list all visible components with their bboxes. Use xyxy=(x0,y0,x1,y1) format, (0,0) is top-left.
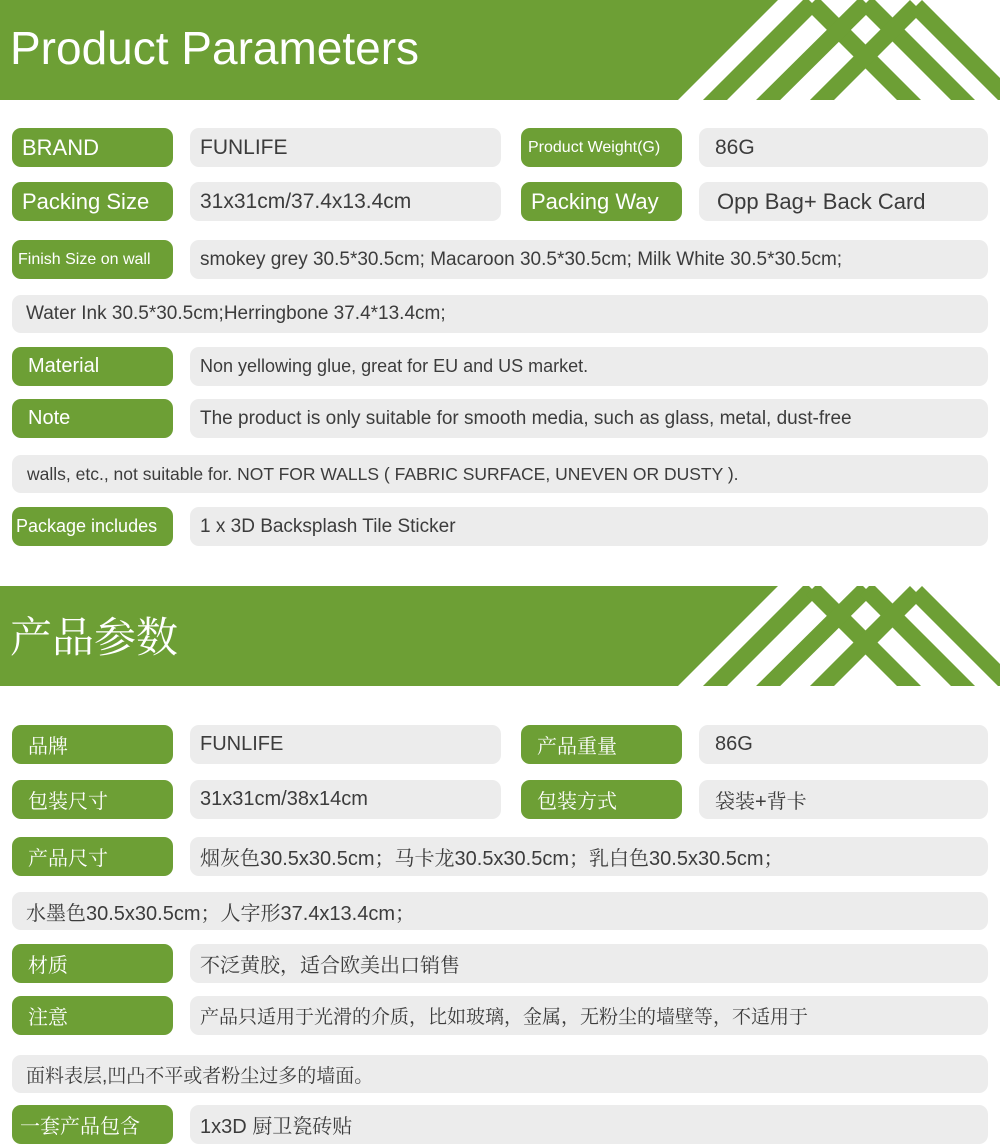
packing-size-label-cn: 包装尺寸 xyxy=(12,780,173,819)
packing-way-label-cn: 包装方式 xyxy=(521,780,682,819)
material-value-cn: 不泛黄胶，适合欧美出口销售 xyxy=(190,944,988,983)
material-value: Non yellowing glue, great for EU and US market. xyxy=(190,347,988,386)
package-includes-value-cn: 1x3D 厨卫瓷砖贴 xyxy=(190,1105,988,1144)
finish-size-value-line-1: smokey grey 30.5*30.5cm; Macaroon 30.5*30.5cm; Milk White 30.5*30.5cm; xyxy=(190,240,988,279)
package-includes-label: Package includes xyxy=(12,507,173,546)
note-label-cn: 注意 xyxy=(12,996,173,1035)
finish-size-value-line-2: Water Ink 30.5*30.5cm;Herringbone 37.4*13.4cm; xyxy=(12,295,988,333)
packing-way-value-cn: 袋装+背卡 xyxy=(699,780,988,819)
note-value-line-2: walls, etc., not suitable for. NOT FOR WALLS ( FABRIC SURFACE, UNEVEN OR DUSTY ). xyxy=(12,455,988,493)
finish-size-value-line-1-cn: 烟灰色30.5x30.5cm；马卡龙30.5x30.5cm；乳白色30.5x30.5cm； xyxy=(190,837,988,876)
note-label: Note xyxy=(12,399,173,438)
package-includes-label-cn: 一套产品包含 xyxy=(12,1105,173,1144)
brand-value: FUNLIFE xyxy=(190,128,501,167)
note-value-line-1-cn: 产品只适用于光滑的介质，比如玻璃，金属，无粉尘的墙壁等，不适用于 xyxy=(190,996,988,1035)
cn-header-banner xyxy=(0,586,1000,686)
finish-size-label-cn: 产品尺寸 xyxy=(12,837,173,876)
weight-value-cn: 86G xyxy=(699,725,988,764)
finish-size-label: Finish Size on wall xyxy=(12,240,173,279)
note-value-line-1: The product is only suitable for smooth media, such as glass, metal, dust-free xyxy=(190,399,988,438)
weight-label: Product Weight(G) xyxy=(521,128,682,167)
note-value-line-2-cn: 面料表层,凹凸不平或者粉尘过多的墙面。 xyxy=(12,1055,988,1093)
packing-size-value: 31x31cm/37.4x13.4cm xyxy=(190,182,501,221)
page-title: Product Parameters xyxy=(10,22,420,74)
packing-size-value-cn: 31x31cm/38x14cm xyxy=(190,780,501,819)
brand-value-cn: FUNLIFE xyxy=(190,725,501,764)
packing-size-label: Packing Size xyxy=(12,182,173,221)
brand-label-cn: 品牌 xyxy=(12,725,173,764)
brand-label: BRAND xyxy=(12,128,173,167)
package-includes-value: 1 x 3D Backsplash Tile Sticker xyxy=(190,507,988,546)
material-label: Material xyxy=(12,347,173,386)
finish-size-value-line-2-cn: 水墨色30.5x30.5cm；人字形37.4x13.4cm； xyxy=(12,892,988,930)
packing-way-label: Packing Way xyxy=(521,182,682,221)
weight-label-cn: 产品重量 xyxy=(521,725,682,764)
packing-way-value: Opp Bag+ Back Card xyxy=(699,182,988,221)
weight-value: 86G xyxy=(699,128,988,167)
page-title-cn: 产品参数 xyxy=(10,614,179,661)
en-header-banner xyxy=(0,0,1000,100)
material-label-cn: 材质 xyxy=(12,944,173,983)
